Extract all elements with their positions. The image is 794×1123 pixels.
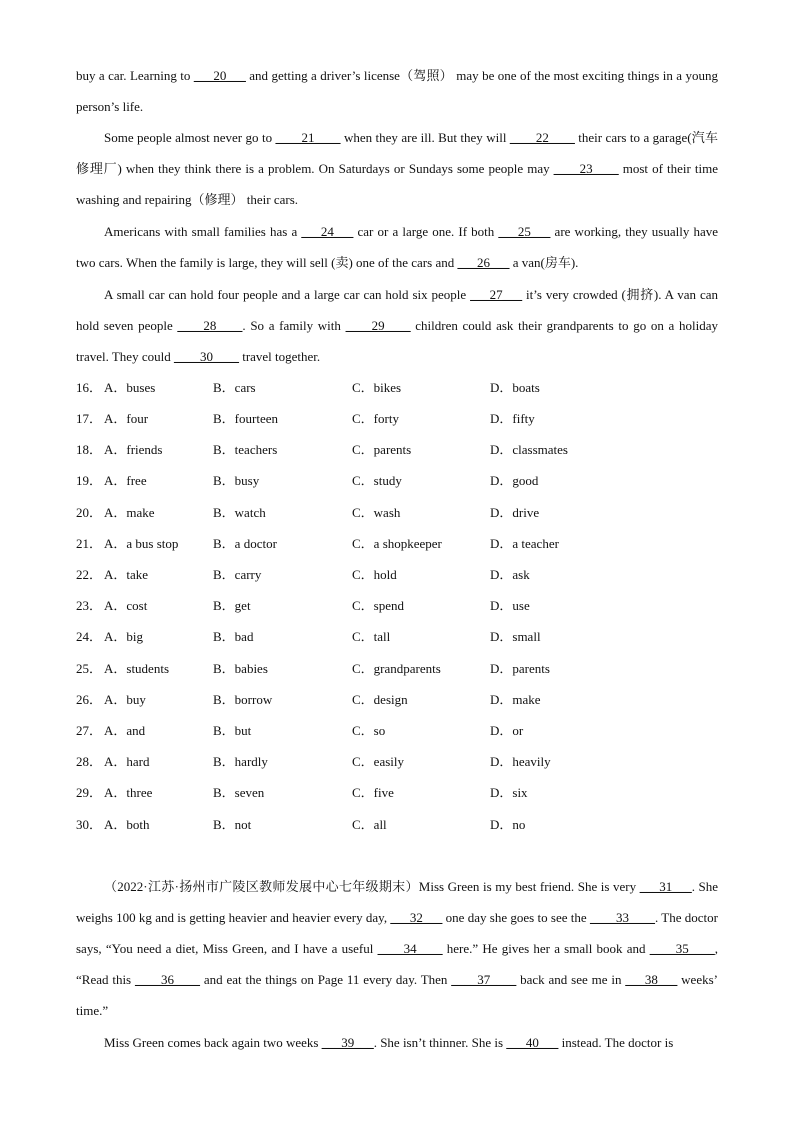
blank-23: ____23____ xyxy=(553,161,619,176)
question-number: 25． xyxy=(76,661,103,676)
passage2-paragraph-2 xyxy=(76,1027,718,1058)
question-number: 26． xyxy=(76,692,103,707)
blank-34: ____34____ xyxy=(377,941,443,956)
option-b: B．babies xyxy=(213,661,268,676)
blank-39: ___39___ xyxy=(321,1035,374,1050)
option-a: A．make xyxy=(104,505,155,520)
option-b: B．a doctor xyxy=(213,536,277,551)
text: , “Read this xyxy=(76,941,718,987)
option-b: B．cars xyxy=(213,380,256,395)
option-c: C．spend xyxy=(352,598,405,613)
text: one day she goes to see the xyxy=(442,910,590,925)
option-a: A．a bus stop xyxy=(104,536,179,551)
option-c: C．five xyxy=(352,785,394,800)
text: Miss Green comes back again two weeks xyxy=(104,1035,322,1050)
option-a: A．both xyxy=(104,817,150,832)
option-b: B．not xyxy=(213,817,252,832)
option-d: D．no xyxy=(490,817,526,832)
question-23 xyxy=(76,596,718,616)
text: Americans with small families has a xyxy=(104,224,302,239)
option-b: B．borrow xyxy=(213,692,273,707)
option-c: C．all xyxy=(352,817,387,832)
option-c: C．hold xyxy=(352,567,397,582)
text: . The doctor says, “You need a diet, Miss Green, and I have a useful xyxy=(76,910,718,956)
question-22 xyxy=(76,565,718,585)
question-20 xyxy=(76,503,718,523)
option-d: D．a teacher xyxy=(490,536,559,551)
text: their cars to a garage(汽车修理厂) when they think there is a problem. On Saturdays or Sundays some people may xyxy=(76,130,718,176)
blank-40: ___40___ xyxy=(506,1035,559,1050)
blank-33: ____33____ xyxy=(589,910,655,925)
option-b: B．get xyxy=(213,598,251,613)
option-c: C．parents xyxy=(352,442,412,457)
blank-30: ____30____ xyxy=(173,349,239,364)
blank-20: ___20___ xyxy=(193,68,246,83)
blank-25: ___25___ xyxy=(498,224,551,239)
option-c: C．a shopkeeper xyxy=(352,536,442,551)
blank-22: ____22____ xyxy=(509,130,575,145)
question-30 xyxy=(76,815,718,835)
option-a: A．free xyxy=(104,473,147,488)
text: . So a family with xyxy=(242,318,346,333)
passage2-paragraph-1 xyxy=(76,871,718,1026)
blank-31: ___31___ xyxy=(639,879,692,894)
text: car or a large one. If both xyxy=(353,224,499,239)
question-number: 30． xyxy=(76,817,103,832)
blank-27: ___27___ xyxy=(470,287,523,302)
passage1-paragraph-3 xyxy=(76,216,718,278)
question-number: 29． xyxy=(76,785,103,800)
option-c: C．forty xyxy=(352,411,399,426)
option-b: B．carry xyxy=(213,567,262,582)
question-18 xyxy=(76,440,718,460)
option-d: D．fifty xyxy=(490,411,535,426)
text: buy a car. Learning to xyxy=(76,68,194,83)
blank-36: ____36____ xyxy=(134,972,200,987)
text: instead. The doctor is xyxy=(558,1035,674,1050)
option-b: B．hardly xyxy=(213,754,268,769)
text: are working, they usually have two cars. When the family is large, they will sell (卖) one of the cars and xyxy=(76,224,718,270)
option-c: C．grandparents xyxy=(352,661,441,676)
option-a: A．three xyxy=(104,785,153,800)
passage1-paragraph-4 xyxy=(76,279,718,372)
blank-21: ____21____ xyxy=(275,130,341,145)
option-a: A．take xyxy=(104,567,149,582)
question-29 xyxy=(76,783,718,803)
question-26 xyxy=(76,690,718,710)
option-a: A．friends xyxy=(104,442,163,457)
blank-24: ___24___ xyxy=(301,224,354,239)
text: . She isn’t thinner. She is xyxy=(373,1035,507,1050)
text: children could ask their grandparents to go on a holiday travel. They could xyxy=(76,318,718,364)
passage1-paragraph-1 xyxy=(76,60,718,122)
question-number: 17． xyxy=(76,411,103,426)
passage1-paragraph-2 xyxy=(76,122,718,215)
option-c: C．study xyxy=(352,473,402,488)
option-a: A．buses xyxy=(104,380,156,395)
blank-35: ____35____ xyxy=(649,941,715,956)
text: . She weighs 100 kg and is getting heavier and heavier every day, xyxy=(76,879,718,925)
option-a: A．four xyxy=(104,411,149,426)
blank-29: ____29____ xyxy=(345,318,411,333)
question-17 xyxy=(76,409,718,429)
text: travel together. xyxy=(238,349,321,364)
option-d: D．use xyxy=(490,598,530,613)
option-c: C．design xyxy=(352,692,408,707)
option-d: D．classmates xyxy=(490,442,568,457)
option-d: D．parents xyxy=(490,661,550,676)
question-number: 24． xyxy=(76,629,103,644)
question-19 xyxy=(76,471,718,491)
question-21 xyxy=(76,534,718,554)
text: and getting a driver’s license（驾照） may be one of the most exciting things in a young person’s life. xyxy=(76,68,718,114)
blank-28: ____28____ xyxy=(177,318,243,333)
option-a: A．and xyxy=(104,723,146,738)
question-28 xyxy=(76,752,718,772)
option-d: D．or xyxy=(490,723,524,738)
text: it’s very crowded (拥挤). A van can hold seven people xyxy=(76,287,718,333)
text: and eat the things on Page 11 every day. Then xyxy=(199,972,452,987)
question-number: 28． xyxy=(76,754,103,769)
option-a: A．students xyxy=(104,661,170,676)
option-d: D．drive xyxy=(490,505,540,520)
blank-38: ___38___ xyxy=(625,972,678,987)
option-c: C．wash xyxy=(352,505,401,520)
question-number: 27． xyxy=(76,723,103,738)
question-number: 21． xyxy=(76,536,103,551)
question-number: 18． xyxy=(76,442,103,457)
option-d: D．make xyxy=(490,692,541,707)
option-a: A．big xyxy=(104,629,144,644)
option-d: D．boats xyxy=(490,380,540,395)
option-b: B．fourteen xyxy=(213,411,278,426)
option-d: D．good xyxy=(490,473,539,488)
question-number: 20． xyxy=(76,505,103,520)
text: here.” He gives her a small book and xyxy=(442,941,650,956)
option-a: A．cost xyxy=(104,598,148,613)
question-27 xyxy=(76,721,718,741)
question-number: 23． xyxy=(76,598,103,613)
option-d: D．ask xyxy=(490,567,530,582)
text: （2022·江苏·扬州市广陵区教师发展中心七年级期末）Miss Green is my best friend. She is very xyxy=(104,879,640,894)
option-a: A．hard xyxy=(104,754,150,769)
option-b: B．teachers xyxy=(213,442,278,457)
option-b: B．bad xyxy=(213,629,254,644)
option-d: D．small xyxy=(490,629,541,644)
question-number: 22． xyxy=(76,567,103,582)
question-16 xyxy=(76,378,718,398)
option-c: C．easily xyxy=(352,754,404,769)
text: weeks’ time.” xyxy=(76,972,718,1018)
option-c: C．so xyxy=(352,723,386,738)
blank-37: ____37____ xyxy=(451,972,517,987)
option-b: B．busy xyxy=(213,473,260,488)
blank-26: ___26___ xyxy=(457,255,510,270)
option-c: C．tall xyxy=(352,629,391,644)
text: A small car can hold four people and a large car can hold six people xyxy=(104,287,471,302)
option-a: A．buy xyxy=(104,692,146,707)
option-d: D．heavily xyxy=(490,754,551,769)
question-25 xyxy=(76,659,718,679)
question-24 xyxy=(76,627,718,647)
text: Some people almost never go to xyxy=(104,130,276,145)
option-c: C．bikes xyxy=(352,380,402,395)
option-b: B．watch xyxy=(213,505,266,520)
question-number: 16． xyxy=(76,380,103,395)
blank-32: ___32___ xyxy=(390,910,443,925)
option-b: B．but xyxy=(213,723,252,738)
text: back and see me in xyxy=(516,972,626,987)
text: most of their time washing and repairing（修理） their cars. xyxy=(76,161,719,207)
option-b: B．seven xyxy=(213,785,265,800)
question-number: 19． xyxy=(76,473,103,488)
text: a van(房车). xyxy=(509,255,579,270)
option-d: D．six xyxy=(490,785,528,800)
text: when they are ill. But they will xyxy=(340,130,510,145)
